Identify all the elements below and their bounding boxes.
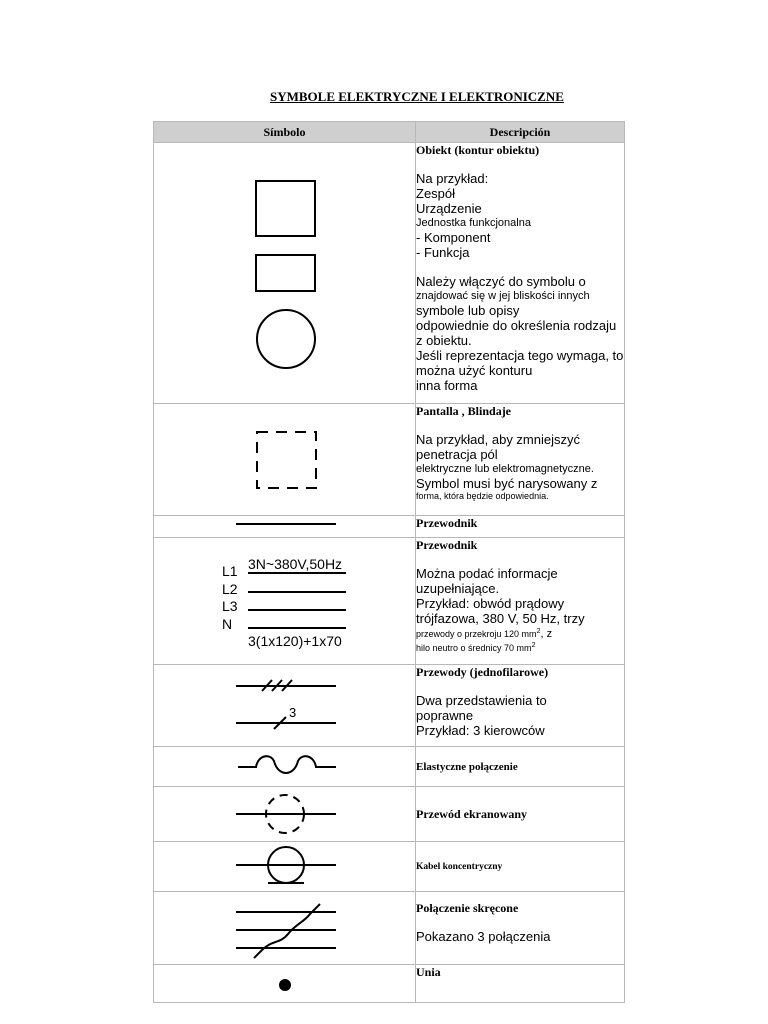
symbol-label-bottom: 3(1x120)+1x70: [248, 633, 342, 649]
description-cell: [416, 787, 625, 842]
desc-line: Dwa przedstawienia to: [416, 693, 547, 708]
desc-line: Urządzenie: [416, 201, 482, 216]
desc-line: odpowiednie do określenia rodzaju: [416, 318, 617, 333]
table-header-row: [154, 122, 625, 143]
table-row: [154, 787, 625, 842]
row-heading: Elastyczne połączenie: [416, 760, 518, 773]
dashed-outline: [257, 432, 316, 488]
symbol-cell: [154, 143, 416, 404]
junction-dot: [279, 979, 291, 991]
desc-line: forma, która będzie odpowiednia.: [416, 491, 549, 501]
description-cell: [416, 143, 625, 404]
shield-symbol: [154, 404, 416, 514]
symbol-cell: [154, 404, 416, 516]
shielded-conductor-symbol: [154, 787, 416, 840]
header-description: Descripción: [416, 122, 625, 143]
description-cell: [416, 965, 625, 1003]
flexible-connection-symbol: [154, 747, 416, 785]
desc-line: Na przykład:: [416, 171, 489, 186]
label-n: N: [222, 616, 233, 632]
wire-count-label: 3: [289, 705, 297, 720]
document-title: SYMBOLE ELEKTRYCZNE I ELEKTRONICZNE: [270, 89, 564, 104]
row-heading: Obiekt (kontur obiektu): [416, 143, 540, 157]
row-heading: Przewód ekranowany: [416, 807, 527, 821]
label-l1: L1: [222, 563, 238, 579]
symbol-cell: [154, 842, 416, 892]
description-cell: [416, 516, 625, 538]
table-row: [154, 538, 625, 665]
desc-line: Jeśli reprezentacja tego wymaga, to: [416, 348, 624, 363]
desc-line: - Funkcja: [416, 245, 470, 260]
desc-line: z obiektu.: [416, 333, 472, 348]
desc-line: - Komponent: [416, 230, 491, 245]
row-heading: Pantalla , Blindaje: [416, 404, 512, 418]
row-heading: Połączenie skręcone: [416, 901, 519, 915]
single-line-wires-symbol: [154, 665, 416, 745]
circle-outline: [257, 310, 315, 368]
wavy-line: [238, 756, 336, 773]
symbol-cell: [154, 538, 416, 665]
desc-line: uzupełniające.: [416, 581, 500, 596]
conductor-symbol: [154, 516, 416, 536]
desc-line: Pokazano 3 połączenia: [416, 929, 551, 944]
desc-line: można użyć konturu: [416, 363, 533, 378]
table-row: [154, 892, 625, 965]
symbol-label-top: 3N~380V,50Hz: [248, 556, 343, 572]
symbol-cell: [154, 965, 416, 1003]
row-heading: Przewodnik: [416, 538, 478, 552]
symbol-cell: [154, 892, 416, 965]
desc-line: Przykład: obwód prądowy: [416, 596, 565, 611]
label-l3: L3: [222, 598, 238, 614]
desc-line: symbole lub opisy: [416, 303, 520, 318]
description-cell: [416, 747, 625, 787]
twisted-connection-symbol: [154, 892, 416, 963]
table-row: [154, 842, 625, 892]
description-cell: [416, 538, 625, 665]
symbol-cell: [154, 787, 416, 842]
desc-line: Można podać informacje: [416, 566, 558, 581]
coaxial-cable-symbol: [154, 842, 416, 890]
desc-line: Symbol musi być narysowany z: [416, 476, 598, 491]
desc-line: poprawne: [416, 708, 474, 723]
desc-line: inna forma: [416, 378, 478, 393]
desc-line: Przykład: 3 kierowców: [416, 723, 545, 738]
row-heading: Przewodnik: [416, 516, 478, 530]
header-symbol: Símbolo: [154, 122, 416, 143]
square-outline: [256, 181, 315, 236]
table-row: [154, 516, 625, 538]
description-cell: [416, 892, 625, 965]
symbols-table: [153, 121, 625, 1003]
desc-line: znajdować się w jej bliskości innych: [416, 290, 590, 302]
symbol-cell: [154, 665, 416, 747]
desc-line: elektryczne lub elektromagnetyczne.: [416, 463, 594, 475]
desc-line: penetracja pól: [416, 447, 498, 462]
desc-line: Należy włączyć do symbolu o: [416, 274, 586, 289]
label-l2: L2: [222, 581, 238, 597]
description-cell: [416, 404, 625, 516]
table-row: [154, 747, 625, 787]
symbol-cell: [154, 516, 416, 538]
desc-line: hilo neutro o średnicy 70 $mm^2$: [416, 642, 536, 653]
desc-line: Zespół: [416, 186, 456, 201]
row-heading: Przewody (jednofilarowe): [416, 665, 549, 679]
table-row: [154, 143, 625, 404]
row-heading: Unia: [416, 965, 441, 979]
row-heading: Kabel koncentryczny: [416, 861, 503, 872]
desc-line: przewody o przekroju 120 $mm^2$, z: [416, 628, 553, 640]
junction-symbol: [154, 965, 416, 1001]
desc-line: Na przykład, aby zmniejszyć: [416, 432, 580, 447]
description-cell: [416, 665, 625, 747]
symbol-cell: [154, 747, 416, 787]
three-phase-conductor-symbol: [154, 538, 416, 663]
table-row: [154, 404, 625, 516]
table-row: [154, 665, 625, 747]
desc-line: Jednostka funkcjonalna: [416, 217, 531, 229]
desc-line: trójfazowa, 380 V, 50 Hz, trzy: [416, 611, 585, 626]
table-row: [154, 965, 625, 1003]
object-outline-symbol: [154, 143, 416, 402]
rectangle-outline: [256, 255, 315, 291]
description-cell: [416, 842, 625, 892]
